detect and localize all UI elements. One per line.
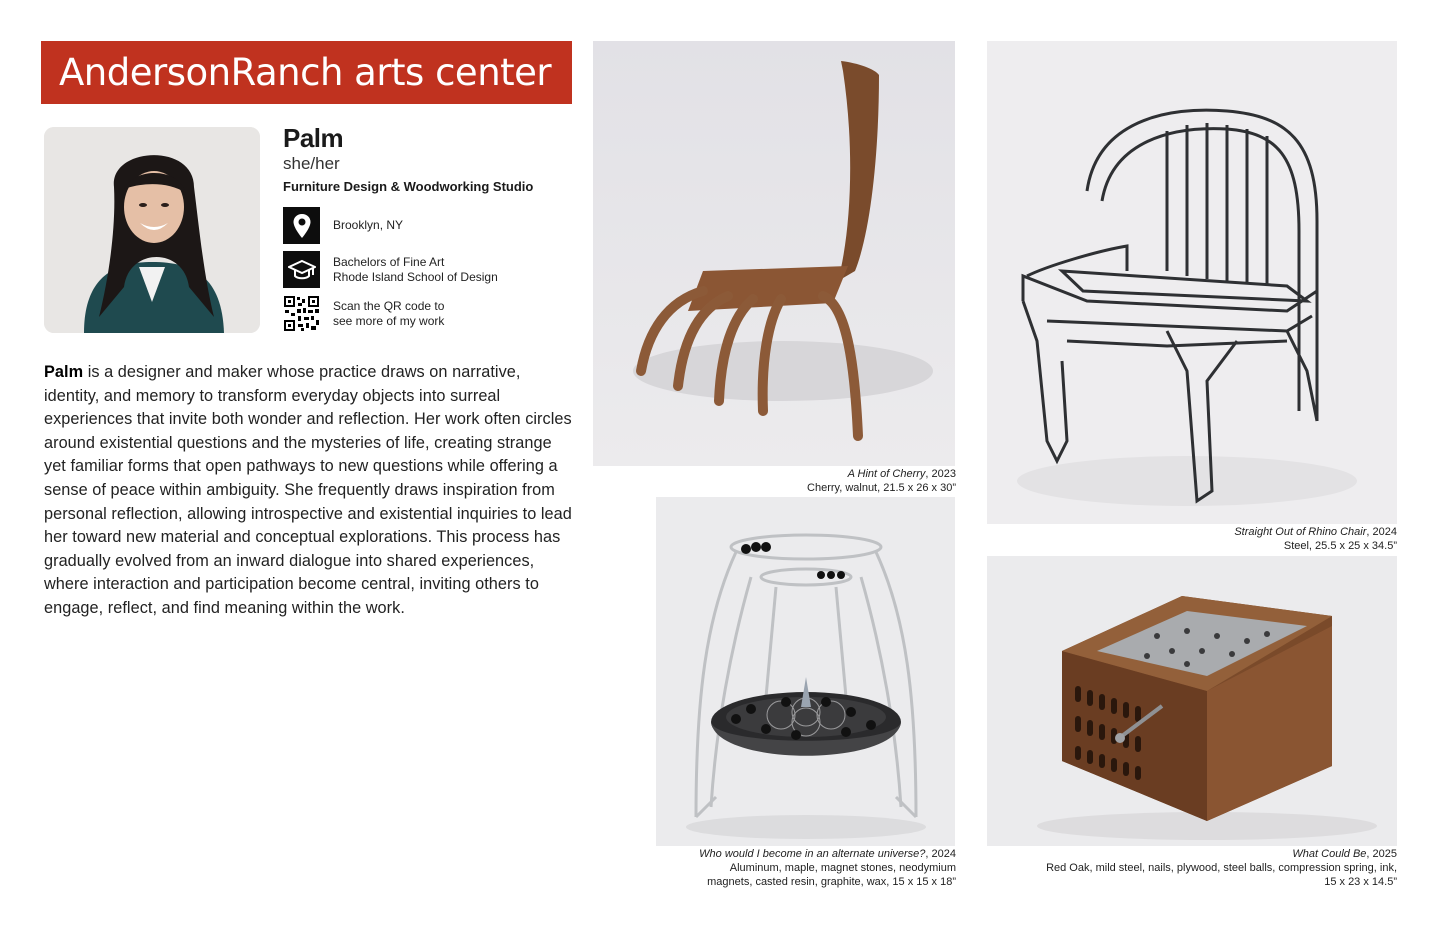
work-materials-line-1: Aluminum, maple, magnet stones, neodymium	[729, 862, 956, 874]
artist-name: Palm	[283, 123, 344, 153]
artist-bio	[44, 361, 572, 621]
caption-what-could-be	[1000, 847, 1397, 889]
artwork-image-rhino-chair	[987, 41, 1397, 524]
artwork-image-hint-of-cherry	[593, 41, 955, 466]
work-year: , 2023	[925, 468, 956, 480]
work-title: Straight Out of Rhino Chair	[1234, 526, 1367, 538]
work-title: What Could Be	[1292, 848, 1367, 860]
education-text	[333, 255, 498, 285]
artwork-image-what-could-be	[987, 556, 1397, 846]
artist-studio: Furniture Design & Woodworking Studio	[283, 179, 534, 194]
school-line: Rhode Island School of Design	[333, 269, 498, 284]
degree-line: Bachelors of Fine Art	[333, 254, 445, 269]
work-title: A Hint of Cherry	[847, 468, 926, 480]
location-text: Brooklyn, NY	[333, 218, 404, 232]
education-row	[283, 251, 498, 288]
qr-line-2: see more of my work	[333, 313, 445, 328]
banner-title: AndersonRanch arts center	[59, 51, 552, 94]
qr-line-1: Scan the QR code to	[333, 298, 445, 313]
graduation-cap-icon	[283, 251, 320, 288]
work-year: , 2024	[925, 848, 956, 860]
bio-lead: Palm	[44, 363, 84, 381]
work-materials-line-2: 15 x 23 x 14.5”	[1324, 876, 1397, 888]
work-year: , 2025	[1366, 848, 1397, 860]
work-materials-line-1: Red Oak, mild steel, nails, plywood, steel balls, compression spring, ink,	[1046, 862, 1397, 874]
location-row	[283, 207, 403, 244]
work-year: , 2024	[1366, 526, 1397, 538]
work-materials-line-2: magnets, casted resin, graphite, wax, 15 x 15 x 18”	[707, 876, 956, 888]
artist-portrait	[44, 127, 260, 333]
qr-row	[283, 295, 444, 332]
work-materials: Cherry, walnut, 21.5 x 26 x 30”	[807, 482, 956, 494]
caption-rhino-chair	[1100, 525, 1397, 553]
artwork-image-alternate-universe	[656, 497, 955, 846]
location-pin-icon	[283, 207, 320, 244]
work-title: Who would I become in an alternate universe?	[699, 848, 926, 860]
caption-hint-of-cherry	[640, 467, 956, 495]
work-materials: Steel, 25.5 x 25 x 34.5”	[1283, 540, 1397, 552]
artist-pronouns: she/her	[283, 154, 340, 173]
qr-text	[333, 299, 444, 329]
header-banner	[41, 41, 572, 104]
caption-alternate-universe	[640, 847, 956, 889]
qr-code-icon[interactable]	[283, 295, 320, 332]
bio-text: is a designer and maker whose practice draws on narrative, identity, and memory to transform everyday objects into surreal experiences that invite both wonder and reflection. Her work often circles around existential questions and the mysteries of life, creating strange yet familiar forms that open pathways to new questions while offering a sense of peace within ambiguity. She frequently draws inspiration from personal reflection, allowing introspective and existential inquiries to lead her toward new material and conceptual explorations. This process has gradually evolved from an inward dialogue into shared experiences, where interaction and participation become central, inviting others to engage, reflect, and find meaning within the work.	[44, 363, 572, 617]
